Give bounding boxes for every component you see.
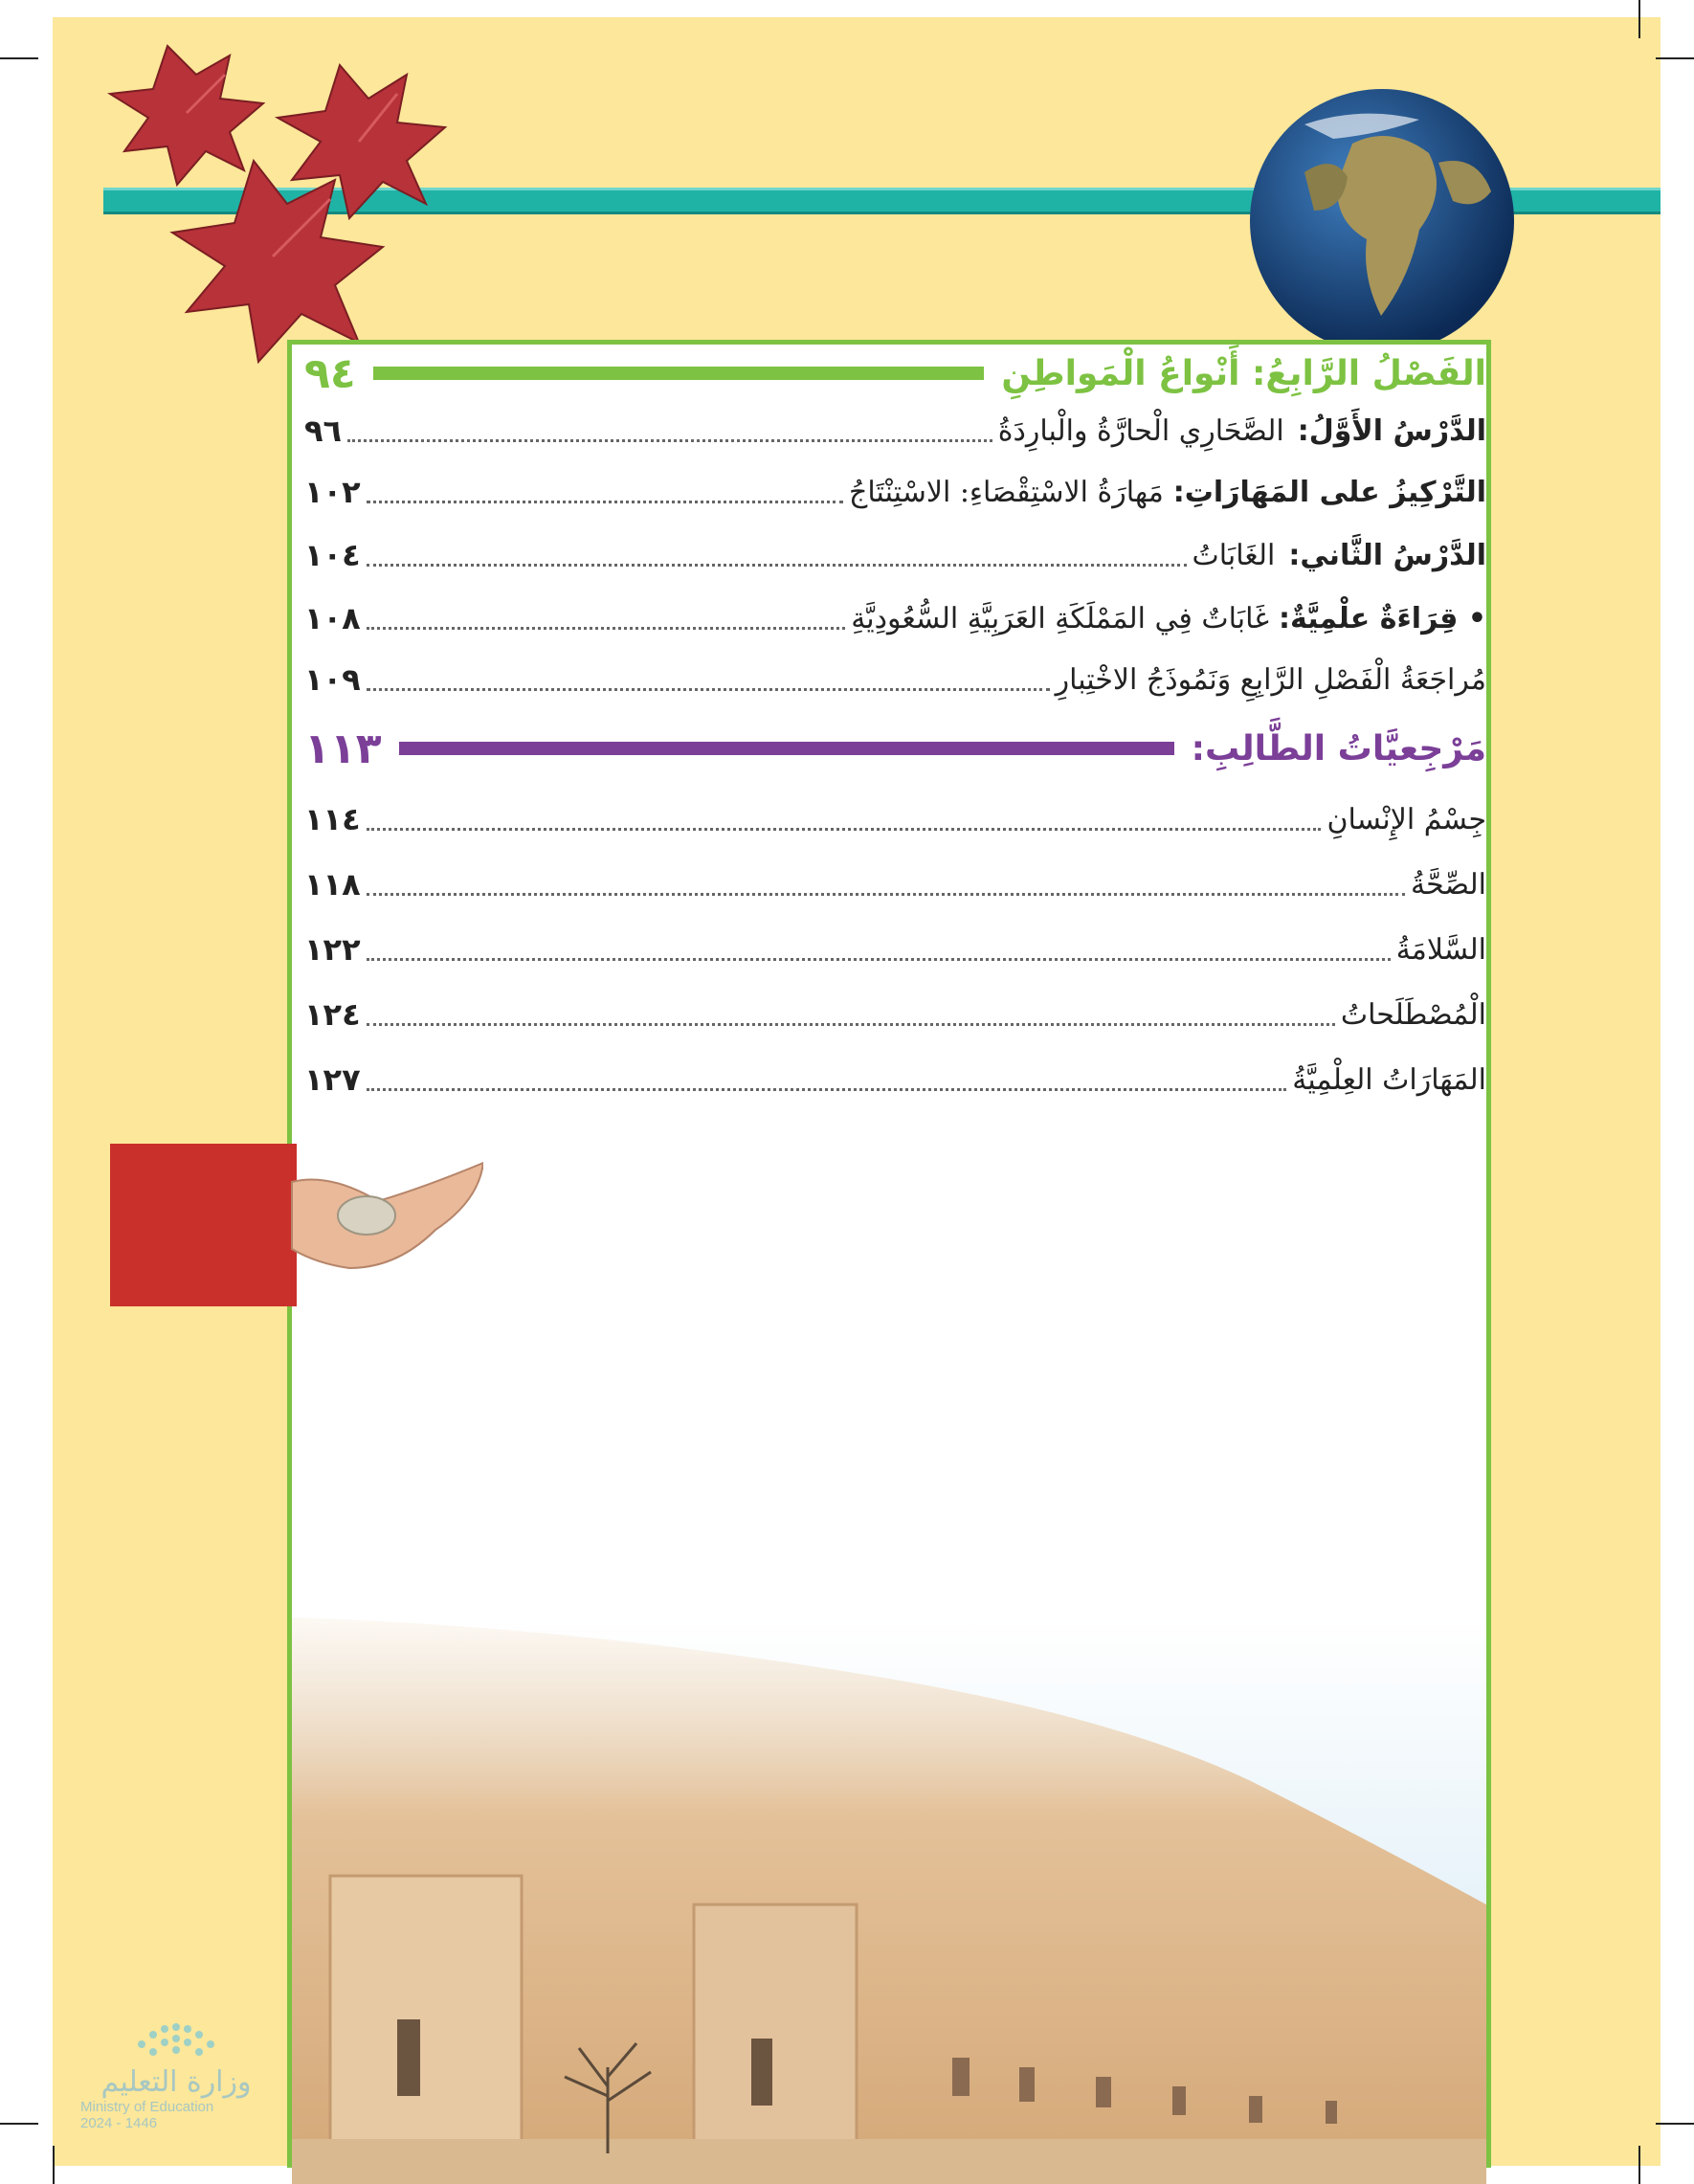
ministry-of-education-logo — [80, 2019, 272, 2153]
entry-page-number: ١٢٧ — [304, 1061, 361, 1098]
entry-label: الدَّرْسُ الأَوَّلُ: — [1297, 413, 1486, 448]
hand-holding-rock-illustration — [110, 1144, 483, 1306]
crop-mark — [0, 2123, 38, 2125]
leader-dots — [367, 828, 1322, 831]
toc-entry[interactable] — [304, 986, 1486, 1043]
chapter-title: الفَصْلُ الرَّابِعُ: أَنْواعُ الْمَواطِنِ — [1001, 353, 1486, 393]
entry-text: الصَّحَارِي الْحارَّةُ والْبارِدَةُ — [997, 413, 1284, 448]
crop-mark — [1656, 2123, 1694, 2125]
chapter-page-number: ٩٤ — [304, 348, 356, 398]
madain-saleh-landscape-photo — [292, 1617, 1486, 2184]
entry-text: المَهَارَاتُ العِلْمِيَّةُ — [1292, 1062, 1486, 1097]
leader-dots — [367, 627, 846, 630]
crop-mark — [1656, 57, 1694, 59]
student-references-heading — [304, 720, 1486, 777]
leader-dots — [367, 958, 1391, 961]
entry-text: مُراجَعَةُ الْفَصْلِ الرَّابِعِ وَنَمُوذَجُ الاخْتِبارِ — [1055, 662, 1486, 697]
toc-entry[interactable] — [304, 1051, 1486, 1108]
crop-mark — [53, 2146, 55, 2184]
references-title: مَرْجِعيَّاتُ الطَّالِبِ: — [1191, 728, 1486, 769]
toc-entry[interactable] — [304, 526, 1486, 584]
toc-entry[interactable] — [304, 402, 1486, 459]
toc-entry[interactable] — [304, 921, 1486, 978]
entry-page-number: ١١٨ — [304, 866, 361, 903]
leader-dots — [367, 1023, 1335, 1026]
ministry-logo-dots-icon — [80, 2019, 272, 2065]
leader-dots — [347, 439, 992, 442]
leader-dots — [367, 893, 1405, 896]
entry-text: الْمُصْطَلَحاتُ — [1340, 997, 1486, 1032]
entry-page-number: ١٠٩ — [304, 661, 361, 698]
earth-globe-icon — [1247, 86, 1517, 356]
entry-text: جِسْمُ الإِنْسانِ — [1326, 802, 1486, 836]
toc-entry[interactable] — [304, 651, 1486, 708]
toc-entry[interactable] — [304, 856, 1486, 913]
leader-dots — [367, 1088, 1287, 1091]
entry-page-number: ١٢٤ — [304, 996, 361, 1033]
entry-label: الدَّرْسُ الثَّاني: — [1288, 538, 1486, 572]
entry-text: الصِّحَّةُ — [1411, 867, 1486, 902]
entry-text: مَهارَةُ الاسْتِقْصَاءِ: الاسْتِنْتَاجُ — [849, 475, 1164, 509]
chapter-four-heading — [304, 345, 1486, 402]
leader-dots — [367, 501, 843, 503]
entry-label: التَّرْكِيزُ على المَهَارَاتِ: — [1172, 475, 1486, 509]
entry-page-number: ١١٤ — [304, 801, 361, 837]
crop-mark — [0, 57, 38, 59]
entry-label: • قِرَاءَةٌ علْمِيَّةٌ: — [1279, 601, 1486, 635]
references-bar — [399, 742, 1174, 755]
entry-page-number: ١٠٤ — [304, 537, 361, 573]
entry-page-number: ١٠٨ — [304, 600, 361, 636]
entry-page-number: ١٢٢ — [304, 931, 361, 968]
toc-entry[interactable] — [304, 590, 1486, 647]
entry-page-number: ١٠٢ — [304, 474, 361, 510]
toc-entry[interactable] — [304, 791, 1486, 848]
crop-mark — [1638, 0, 1640, 38]
entry-page-number: ٩٦ — [304, 412, 343, 449]
leader-dots — [367, 564, 1187, 567]
chapter-bar — [373, 367, 985, 380]
entry-text: السَّلامَةُ — [1395, 932, 1486, 967]
toc-entry[interactable] — [304, 463, 1486, 521]
ministry-logo-english: Ministry of Education — [80, 2099, 214, 2115]
entry-text: غَابَاتٌ فِي المَمْلَكَةِ العَرَبِيَّةِ السُّعُودِيَّةِ — [851, 601, 1269, 635]
ministry-logo-arabic: وزارة التعليم — [100, 2065, 252, 2099]
references-page-number: ١١٣ — [304, 724, 382, 773]
entry-text: الغَابَاتُ — [1192, 538, 1276, 572]
ministry-logo-year: 2024 - 1446 — [80, 2115, 158, 2131]
leader-dots — [367, 688, 1050, 691]
crop-mark — [1638, 2146, 1640, 2184]
